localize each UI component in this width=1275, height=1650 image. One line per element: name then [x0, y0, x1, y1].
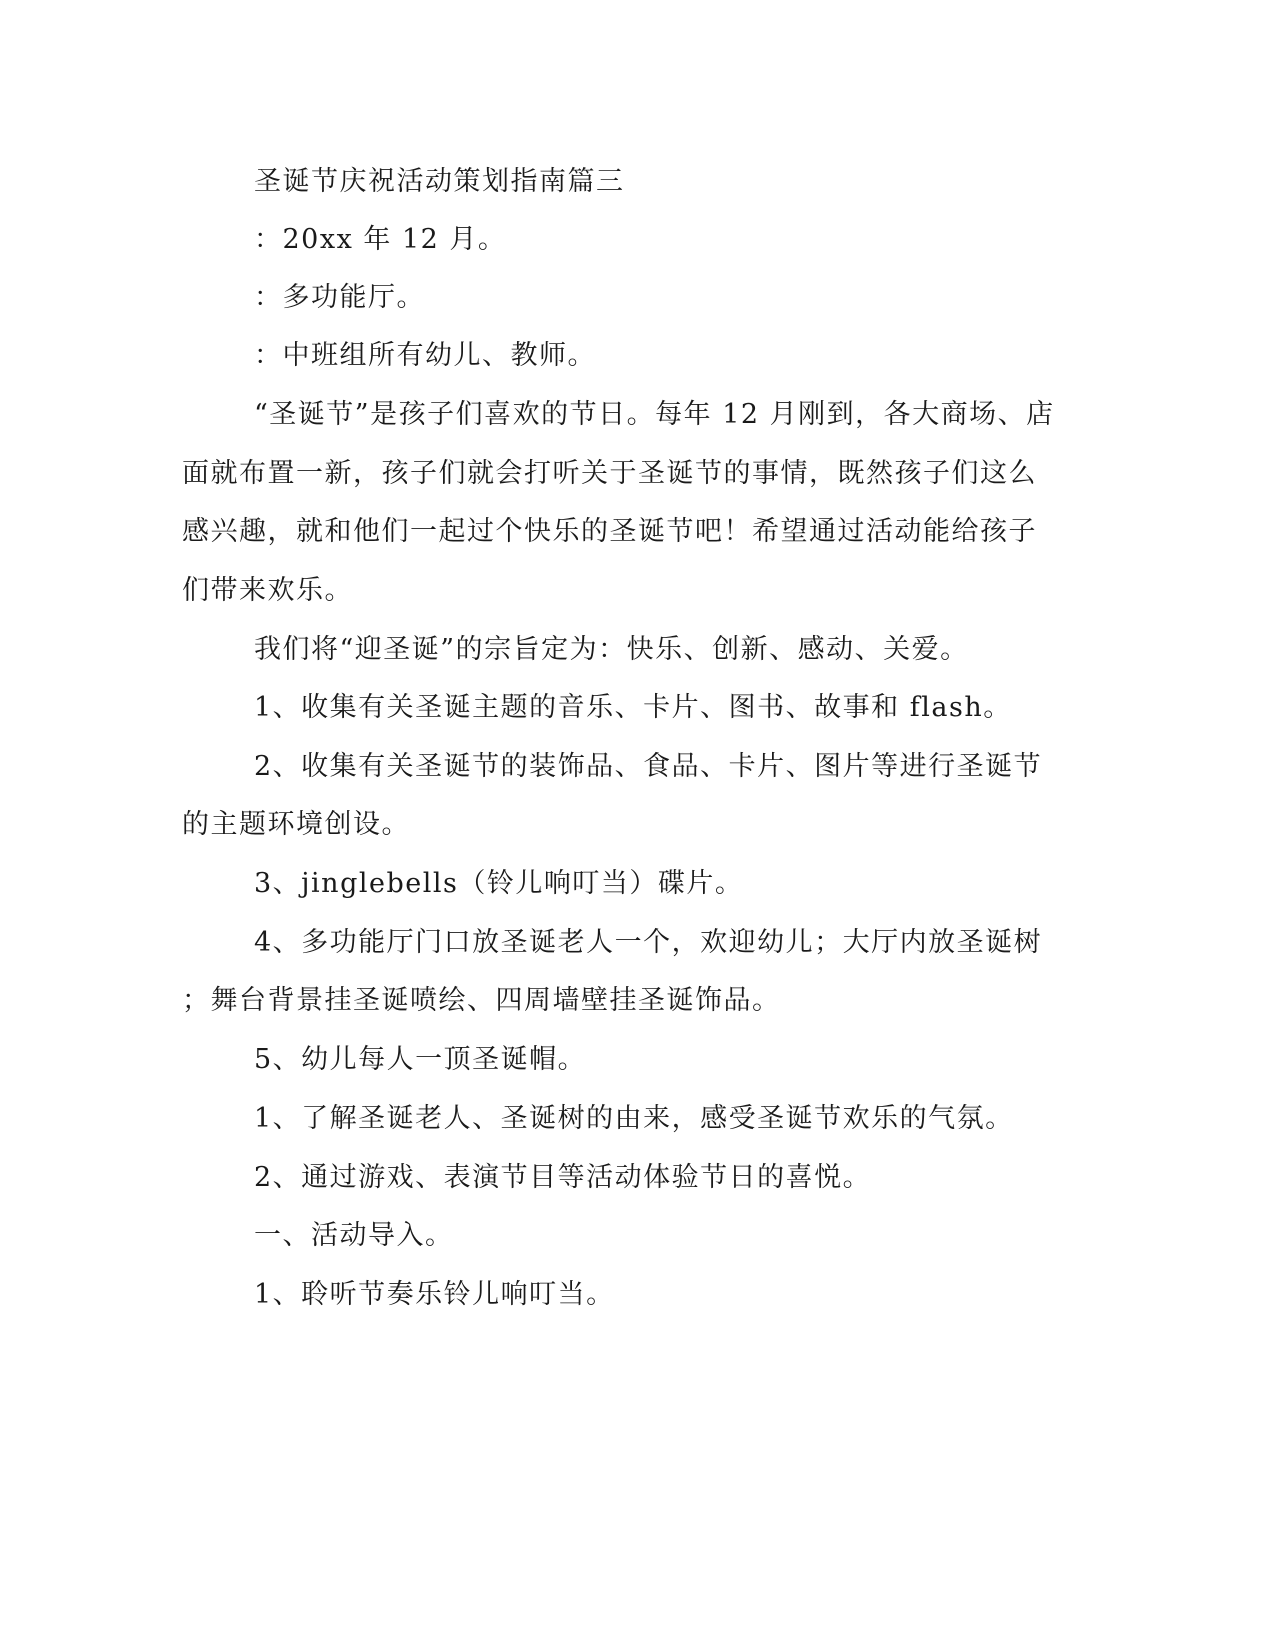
prep-item-1: 1、收集有关圣诞主题的音乐、卡片、图书、故事和 flash。: [254, 692, 1012, 723]
prep-item-5: 5、幼儿每人一顶圣诞帽。: [254, 1044, 587, 1075]
activity-participants: ：中班组所有幼儿、教师。: [254, 340, 596, 371]
purpose-paragraph: 我们将“迎圣诞”的宗旨定为：快乐、创新、感动、关爱。: [254, 634, 969, 665]
prep-item-3: 3、jinglebells（铃儿响叮当）碟片。: [254, 868, 744, 899]
prep-item-2-line-2: 的主题环境创设。: [182, 809, 410, 840]
prep-item-4-line-1: 4、多功能厅门口放圣诞老人一个，欢迎幼儿；大厅内放圣诞树: [254, 927, 1043, 958]
document-title: 圣诞节庆祝活动策划指南篇三: [254, 166, 625, 197]
prep-item-4-line-2: ；舞台背景挂圣诞喷绘、四周墙壁挂圣诞饰品。: [182, 985, 781, 1016]
activity-time: ：20xx 年 12 月。: [254, 224, 507, 255]
goal-item-2: 2、通过游戏、表演节目等活动体验节日的喜悦。: [254, 1162, 872, 1193]
process-step-1: 1、聆听节奏乐铃儿响叮当。: [254, 1279, 615, 1310]
process-section-heading: 一、活动导入。: [254, 1220, 454, 1251]
activity-place: ：多功能厅。: [254, 282, 425, 313]
intro-paragraph-line-4: 们带来欢乐。: [182, 575, 353, 606]
intro-paragraph-line-2: 面就布置一新，孩子们就会打听关于圣诞节的事情，既然孩子们这么: [182, 458, 1037, 489]
intro-paragraph-line-3: 感兴趣，就和他们一起过个快乐的圣诞节吧！希望通过活动能给孩子: [182, 516, 1037, 547]
prep-item-2-line-1: 2、收集有关圣诞节的装饰品、食品、卡片、图片等进行圣诞节: [254, 751, 1043, 782]
intro-paragraph-line-1: “圣诞节”是孩子们喜欢的节日。每年 12 月刚到，各大商场、店: [254, 399, 1055, 430]
goal-item-1: 1、了解圣诞老人、圣诞树的由来，感受圣诞节欢乐的气氛。: [254, 1103, 1014, 1134]
